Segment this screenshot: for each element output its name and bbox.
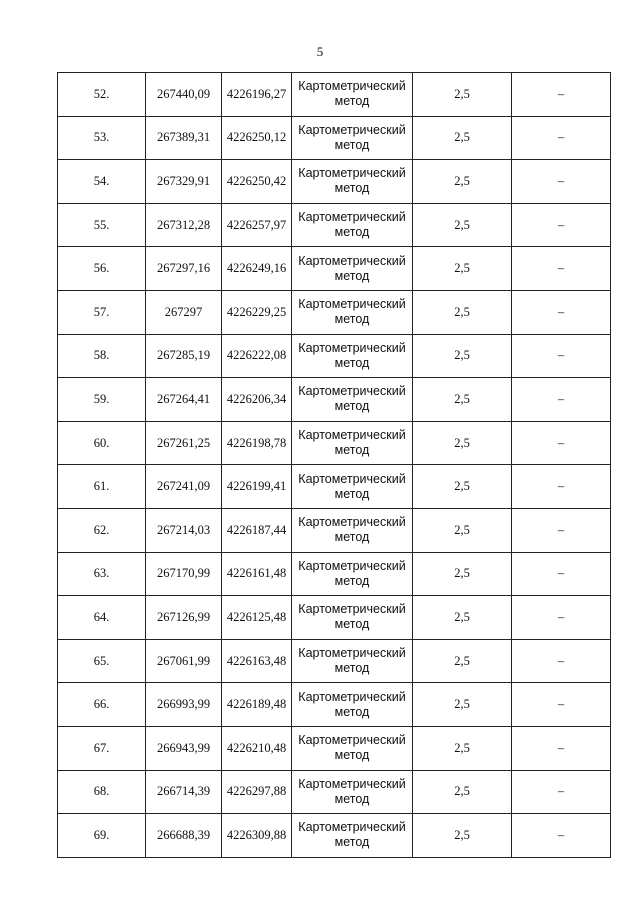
method-line-2: метод bbox=[334, 748, 370, 763]
method-line-1: Картометрический bbox=[298, 689, 406, 704]
accuracy-cell: 2,5 bbox=[413, 726, 512, 770]
note-cell: – bbox=[512, 814, 611, 858]
table-row bbox=[58, 378, 611, 422]
method-line-1: Картометрический bbox=[298, 340, 406, 355]
x-coordinate-cell: 267312,28 bbox=[146, 203, 222, 247]
point-number-cell: 67. bbox=[58, 726, 146, 770]
method-cell bbox=[292, 116, 413, 160]
point-number-cell: 63. bbox=[58, 552, 146, 596]
method-cell bbox=[292, 465, 413, 509]
note-cell: – bbox=[512, 683, 611, 727]
method-line-2: метод bbox=[334, 94, 370, 109]
note-cell: – bbox=[512, 116, 611, 160]
y-coordinate-cell: 4226250,12 bbox=[222, 116, 292, 160]
method-cell bbox=[292, 552, 413, 596]
y-coordinate-cell: 4226257,97 bbox=[222, 203, 292, 247]
accuracy-cell: 2,5 bbox=[413, 683, 512, 727]
accuracy-cell: 2,5 bbox=[413, 334, 512, 378]
table-row bbox=[58, 596, 611, 640]
point-number-cell: 64. bbox=[58, 596, 146, 640]
point-number-cell: 68. bbox=[58, 770, 146, 814]
table-row bbox=[58, 639, 611, 683]
note-cell: – bbox=[512, 465, 611, 509]
method-cell bbox=[292, 203, 413, 247]
method-line-1: Картометрический bbox=[298, 776, 406, 791]
method-line-2: метод bbox=[334, 617, 370, 632]
method-line-2: метод bbox=[334, 573, 370, 588]
table-body bbox=[58, 73, 611, 858]
table-row bbox=[58, 508, 611, 552]
method-cell bbox=[292, 770, 413, 814]
method-line-1: Картометрический bbox=[298, 297, 406, 312]
x-coordinate-cell: 266714,39 bbox=[146, 770, 222, 814]
accuracy-cell: 2,5 bbox=[413, 421, 512, 465]
note-cell: – bbox=[512, 203, 611, 247]
point-number-cell: 57. bbox=[58, 290, 146, 334]
x-coordinate-cell: 267126,99 bbox=[146, 596, 222, 640]
note-cell: – bbox=[512, 378, 611, 422]
y-coordinate-cell: 4226309,88 bbox=[222, 814, 292, 858]
table-row bbox=[58, 421, 611, 465]
note-cell: – bbox=[512, 726, 611, 770]
table-row bbox=[58, 290, 611, 334]
method-cell bbox=[292, 290, 413, 334]
y-coordinate-cell: 4226229,25 bbox=[222, 290, 292, 334]
accuracy-cell: 2,5 bbox=[413, 508, 512, 552]
method-line-1: Картометрический bbox=[298, 210, 406, 225]
point-number-cell: 54. bbox=[58, 160, 146, 204]
table-row bbox=[58, 203, 611, 247]
method-line-1: Картометрический bbox=[298, 471, 406, 486]
note-cell: – bbox=[512, 596, 611, 640]
method-cell bbox=[292, 726, 413, 770]
x-coordinate-cell: 266993,99 bbox=[146, 683, 222, 727]
y-coordinate-cell: 4226222,08 bbox=[222, 334, 292, 378]
method-line-1: Картометрический bbox=[298, 122, 406, 137]
method-cell bbox=[292, 334, 413, 378]
table-row bbox=[58, 465, 611, 509]
method-line-2: метод bbox=[334, 791, 370, 806]
accuracy-cell: 2,5 bbox=[413, 203, 512, 247]
x-coordinate-cell: 267061,99 bbox=[146, 639, 222, 683]
table-row bbox=[58, 726, 611, 770]
y-coordinate-cell: 4226198,78 bbox=[222, 421, 292, 465]
accuracy-cell: 2,5 bbox=[413, 73, 512, 117]
method-line-1: Картометрический bbox=[298, 820, 406, 835]
table-row bbox=[58, 73, 611, 117]
method-cell bbox=[292, 596, 413, 640]
note-cell: – bbox=[512, 421, 611, 465]
point-number-cell: 58. bbox=[58, 334, 146, 378]
y-coordinate-cell: 4226189,48 bbox=[222, 683, 292, 727]
table-row bbox=[58, 160, 611, 204]
y-coordinate-cell: 4226125,48 bbox=[222, 596, 292, 640]
method-cell bbox=[292, 639, 413, 683]
method-line-1: Картометрический bbox=[298, 384, 406, 399]
method-line-2: метод bbox=[334, 225, 370, 240]
x-coordinate-cell: 267297,16 bbox=[146, 247, 222, 291]
point-number-cell: 56. bbox=[58, 247, 146, 291]
page-number: 5 bbox=[316, 44, 324, 59]
point-number-cell: 66. bbox=[58, 683, 146, 727]
note-cell: – bbox=[512, 290, 611, 334]
method-line-2: метод bbox=[334, 312, 370, 327]
accuracy-cell: 2,5 bbox=[413, 290, 512, 334]
method-line-1: Картометрический bbox=[298, 646, 406, 661]
y-coordinate-cell: 4226161,48 bbox=[222, 552, 292, 596]
method-line-1: Картометрический bbox=[298, 733, 406, 748]
note-cell: – bbox=[512, 247, 611, 291]
method-cell bbox=[292, 421, 413, 465]
accuracy-cell: 2,5 bbox=[413, 596, 512, 640]
method-cell bbox=[292, 160, 413, 204]
point-number-cell: 61. bbox=[58, 465, 146, 509]
method-line-1: Картометрический bbox=[298, 166, 406, 181]
method-line-2: метод bbox=[334, 661, 370, 676]
x-coordinate-cell: 267329,91 bbox=[146, 160, 222, 204]
point-number-cell: 65. bbox=[58, 639, 146, 683]
point-number-cell: 62. bbox=[58, 508, 146, 552]
note-cell: – bbox=[512, 770, 611, 814]
method-line-1: Картометрический bbox=[298, 602, 406, 617]
method-cell bbox=[292, 247, 413, 291]
accuracy-cell: 2,5 bbox=[413, 814, 512, 858]
y-coordinate-cell: 4226163,48 bbox=[222, 639, 292, 683]
accuracy-cell: 2,5 bbox=[413, 552, 512, 596]
x-coordinate-cell: 266688,39 bbox=[146, 814, 222, 858]
x-coordinate-cell: 267440,09 bbox=[146, 73, 222, 117]
method-cell bbox=[292, 814, 413, 858]
table-row bbox=[58, 683, 611, 727]
y-coordinate-cell: 4226196,27 bbox=[222, 73, 292, 117]
note-cell: – bbox=[512, 552, 611, 596]
x-coordinate-cell: 267285,19 bbox=[146, 334, 222, 378]
method-line-2: метод bbox=[334, 181, 370, 196]
method-cell bbox=[292, 683, 413, 727]
note-cell: – bbox=[512, 639, 611, 683]
method-cell bbox=[292, 508, 413, 552]
method-line-2: метод bbox=[334, 443, 370, 458]
note-cell: – bbox=[512, 160, 611, 204]
table-row bbox=[58, 552, 611, 596]
method-line-2: метод bbox=[334, 486, 370, 501]
table-row bbox=[58, 334, 611, 378]
y-coordinate-cell: 4226297,88 bbox=[222, 770, 292, 814]
x-coordinate-cell: 267214,03 bbox=[146, 508, 222, 552]
method-cell bbox=[292, 378, 413, 422]
table-row bbox=[58, 814, 611, 858]
point-number-cell: 52. bbox=[58, 73, 146, 117]
accuracy-cell: 2,5 bbox=[413, 160, 512, 204]
x-coordinate-cell: 266943,99 bbox=[146, 726, 222, 770]
x-coordinate-cell: 267297 bbox=[146, 290, 222, 334]
method-line-2: метод bbox=[334, 530, 370, 545]
method-line-1: Картометрический bbox=[298, 558, 406, 573]
x-coordinate-cell: 267261,25 bbox=[146, 421, 222, 465]
coordinates-table bbox=[57, 72, 611, 858]
point-number-cell: 60. bbox=[58, 421, 146, 465]
y-coordinate-cell: 4226250,42 bbox=[222, 160, 292, 204]
method-line-1: Картометрический bbox=[298, 428, 406, 443]
accuracy-cell: 2,5 bbox=[413, 116, 512, 160]
table-row bbox=[58, 116, 611, 160]
y-coordinate-cell: 4226210,48 bbox=[222, 726, 292, 770]
y-coordinate-cell: 4226249,16 bbox=[222, 247, 292, 291]
accuracy-cell: 2,5 bbox=[413, 639, 512, 683]
method-line-1: Картометрический bbox=[298, 253, 406, 268]
note-cell: – bbox=[512, 334, 611, 378]
method-line-2: метод bbox=[334, 355, 370, 370]
accuracy-cell: 2,5 bbox=[413, 247, 512, 291]
accuracy-cell: 2,5 bbox=[413, 770, 512, 814]
accuracy-cell: 2,5 bbox=[413, 465, 512, 509]
x-coordinate-cell: 267170,99 bbox=[146, 552, 222, 596]
note-cell: – bbox=[512, 73, 611, 117]
note-cell: – bbox=[512, 508, 611, 552]
method-line-1: Картометрический bbox=[298, 515, 406, 530]
method-line-2: метод bbox=[334, 268, 370, 283]
method-line-2: метод bbox=[334, 137, 370, 152]
x-coordinate-cell: 267389,31 bbox=[146, 116, 222, 160]
y-coordinate-cell: 4226206,34 bbox=[222, 378, 292, 422]
point-number-cell: 53. bbox=[58, 116, 146, 160]
point-number-cell: 59. bbox=[58, 378, 146, 422]
accuracy-cell: 2,5 bbox=[413, 378, 512, 422]
method-cell bbox=[292, 73, 413, 117]
method-line-2: метод bbox=[334, 399, 370, 414]
point-number-cell: 55. bbox=[58, 203, 146, 247]
point-number-cell: 69. bbox=[58, 814, 146, 858]
table-row bbox=[58, 247, 611, 291]
y-coordinate-cell: 4226187,44 bbox=[222, 508, 292, 552]
method-line-2: метод bbox=[334, 835, 370, 850]
x-coordinate-cell: 267264,41 bbox=[146, 378, 222, 422]
method-line-1: Картометрический bbox=[298, 79, 406, 94]
method-line-2: метод bbox=[334, 704, 370, 719]
x-coordinate-cell: 267241,09 bbox=[146, 465, 222, 509]
table-row bbox=[58, 770, 611, 814]
y-coordinate-cell: 4226199,41 bbox=[222, 465, 292, 509]
